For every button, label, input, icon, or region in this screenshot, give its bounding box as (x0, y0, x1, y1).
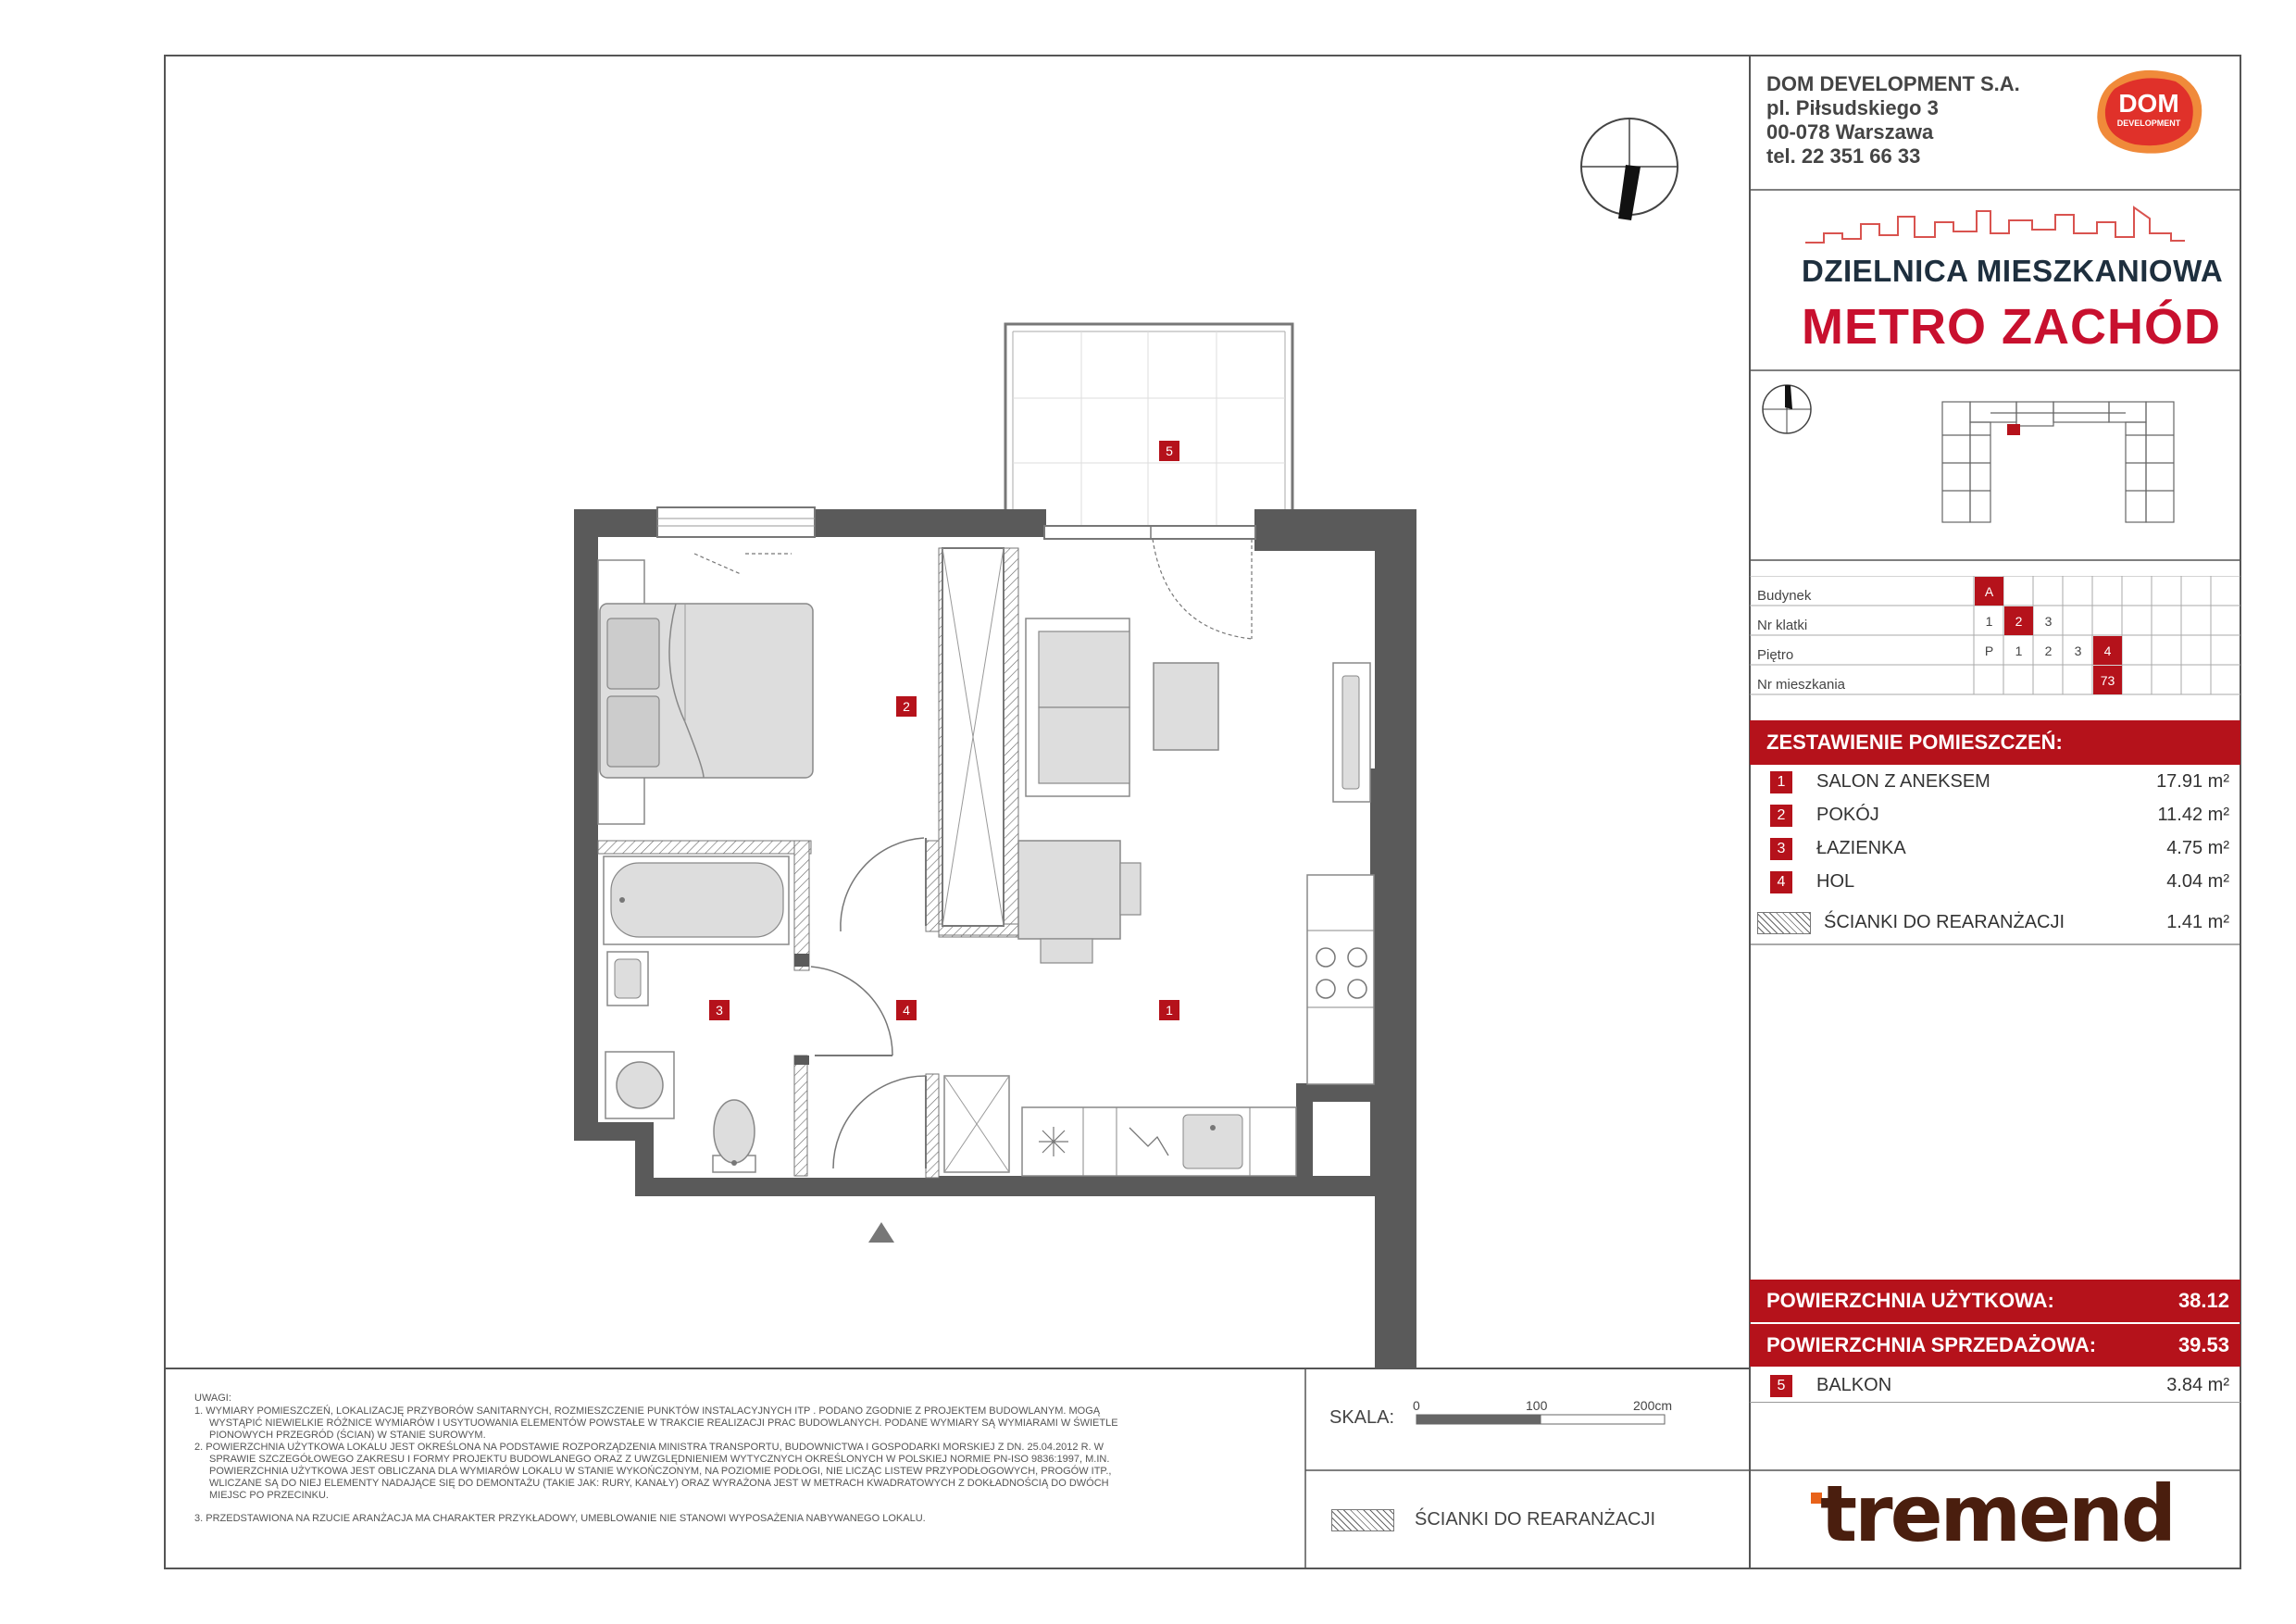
door-entrance (833, 1076, 926, 1168)
legend-hatch-swatch (1331, 1509, 1394, 1531)
company-address-city: 00-078 Warszawa (1766, 120, 1934, 144)
grid-cell-floor-2: 2 (2044, 643, 2053, 658)
note-line: MIEJSC PO PRZECINKU. (209, 1490, 329, 1501)
note-line: PIONOWYCH PRZEGRÓD (ŚCIAN) W STANIE SUROWYM. (209, 1430, 486, 1441)
note-line: 3. PRZEDSTAWIONA NA RZUCIE ARANŻACJA MA CHARAKTER PRZYKŁADOWY, UMEBLOWANIE NIE STANOWI WYPOSAŻENIA NABYWANEGO LOKALU. (194, 1513, 926, 1524)
skyline-graphic (1805, 206, 2185, 252)
bathroom-sink (607, 952, 648, 1006)
note-line: SPRAWIE SZCZEGÓŁOWEGO ZAKRESU I FORMY PROJEKTU BUDOWLANEGO ORAZ Z UWZGLĘDNIENIEM WYTYCZNYCH OKREŚLONYCH W POLSKIEJ NORMIE PN-ISO 9836:1997, M.IN. (209, 1454, 1110, 1465)
grid-cell-floor-3: 3 (2074, 643, 2082, 658)
room-row-hall: 4 HOL 4.04 m² (1750, 865, 2240, 898)
entrance-arrow (868, 1222, 894, 1243)
building-outline (1942, 402, 2174, 522)
grid-cell-apartment-73: 73 (2093, 666, 2122, 694)
tremend-logo: tremend (1807, 1474, 2196, 1557)
grid-cell-floor-1: 1 (2015, 643, 2023, 658)
rooms-summary-header: ZESTAWIENIE POMIESZCZEŃ: (1750, 720, 2240, 765)
project-title-line2: METRO ZACHÓD (1802, 299, 2221, 355)
grid-label-building: Budynek (1757, 588, 1812, 604)
plan-label-living-room: 1 (1159, 1000, 1179, 1020)
tv-unit (1333, 663, 1370, 802)
coffee-table (1154, 663, 1218, 750)
balcony-area (1005, 324, 1292, 528)
grid-cell-staircase-1: 1 (1985, 613, 1993, 629)
grid-label-staircase: Nr klatki (1757, 618, 1808, 633)
scale-tick-0: 0 (1413, 1398, 1420, 1413)
small-compass-icon (1763, 385, 1811, 433)
apartment-highlight (2007, 424, 2020, 435)
room-row-balcony: 5 BALKON 3.84 m² (1750, 1368, 2240, 1403)
scale-tick-200: 200cm (1633, 1398, 1673, 1413)
bed (598, 560, 813, 824)
scale-tick-100: 100 (1526, 1398, 1548, 1413)
grid-label-floor: Piętro (1757, 647, 1794, 663)
grid-cell-floor-p: P (1984, 643, 1994, 658)
dining-table (1018, 841, 1141, 963)
company-address-street: pl. Piłsudskiego 3 (1766, 96, 1939, 119)
plan-label-hall: 4 (896, 1000, 917, 1020)
toilet (713, 1100, 755, 1172)
sales-area-row: POWIERZCHNIA SPRZEDAŻOWA: 39.53 (1750, 1324, 2240, 1367)
room-row-bedroom: 2 POKÓJ 11.42 m² (1750, 798, 2240, 831)
company-phone: tel. 22 351 66 33 (1766, 144, 1921, 168)
door-bedroom (841, 838, 926, 931)
grid-cell-staircase-3: 3 (2044, 613, 2053, 629)
legend-label: ŚCIANKI DO REARANŻACJI (1415, 1509, 1656, 1530)
building-key-plan (1759, 380, 2240, 556)
window-bedroom (657, 507, 815, 574)
hatch-swatch (1757, 912, 1811, 934)
washing-machine (605, 1052, 674, 1118)
dom-development-logo: DOM DEVELOPMENT (2090, 67, 2207, 157)
project-title-line1: DZIELNICA MIESZKANIOWA (1802, 254, 2224, 288)
usable-area-row: POWIERZCHNIA UŻYTKOWA: 38.12 (1750, 1280, 2240, 1322)
room-row-bathroom: 3 ŁAZIENKA 4.75 m² (1750, 831, 2240, 865)
note-line: 1. WYMIARY POMIESZCZEŃ, LOKALIZACJĘ PRZYBORÓW SANITARNYCH, ROZMIESZCZENIE PUNKTÓW INSTALACYJNYCH ITP . PODANO ZGODNIE Z PROJEKTEM BUDOWLANYM. MOGĄ (194, 1405, 1101, 1417)
plan-label-balcony: 5 (1159, 441, 1179, 461)
note-line: WYSTĄPIĆ NIEWIELKIE RÓŻNICE WYMIARÓW I USYTUOWANIA ELEMENTÓW POWSTAŁE W TRAKCIE REALIZACJI PRAC BUDOWLANYCH. PODANE WYMIARY SĄ WYMIARAMI W ŚWIETLE (209, 1418, 1118, 1429)
grid-cell-floor-4: 4 (2093, 636, 2122, 665)
note-line: 2. POWIERZCHNIA UŻYTKOWA LOKALU JEST OKREŚLONA NA PODSTAWIE ROZPORZĄDZENIA MINISTRA TRANSPORTU, BUDOWNICTWA I GOSPODARKI MORSKIEJ Z DN. 25.04.2012 R. W (194, 1442, 1104, 1453)
plan-label-bathroom: 3 (709, 1000, 730, 1020)
plan-label-bedroom: 2 (896, 696, 917, 717)
compass-icon (1581, 119, 1678, 220)
bathtub (604, 856, 789, 944)
sofa (1026, 618, 1129, 796)
note-line: WLICZANE SĄ DO NIEJ ELEMENTY NADAJĄCE SIĘ DO DEMONTAŻU (TAKIE JAK: RURY, KANAŁY) ORAZ WYRAŻONA JEST W METRACH KWADRATOWYCH Z DOKŁADNOŚCIĄ DO DWÓCH (209, 1478, 1109, 1489)
note-line: POWIERZCHNIA UŻYTKOWA JEST OBLICZANA DLA WYMIARÓW LOKALU W STANIE WYKOŃCZONYM, NA POZIOMIE PODŁOGI, NIE LICZĄC LISTEW PRZYPODŁOGOWYCH, PROGÓW ITP., (209, 1466, 1112, 1477)
grid-cell-building-a: A (1975, 577, 2003, 606)
door-bathroom (811, 967, 892, 1056)
grid-cell-staircase-2: 2 (2004, 606, 2033, 635)
company-name: DOM DEVELOPMENT S.A. (1766, 72, 2020, 95)
scale-label: SKALA: (1329, 1407, 1395, 1428)
room-row-living-room: 1 SALON Z ANEKSEM 17.91 m² (1750, 765, 2240, 798)
notes-title: UWAGI: (194, 1393, 231, 1404)
grid-label-apartment-number: Nr mieszkania (1757, 677, 1846, 693)
room-row-rearrangeable-walls: ŚCIANKI DO REARANŻACJI 1.41 m² (1750, 906, 2240, 939)
wardrobe (942, 548, 1004, 926)
